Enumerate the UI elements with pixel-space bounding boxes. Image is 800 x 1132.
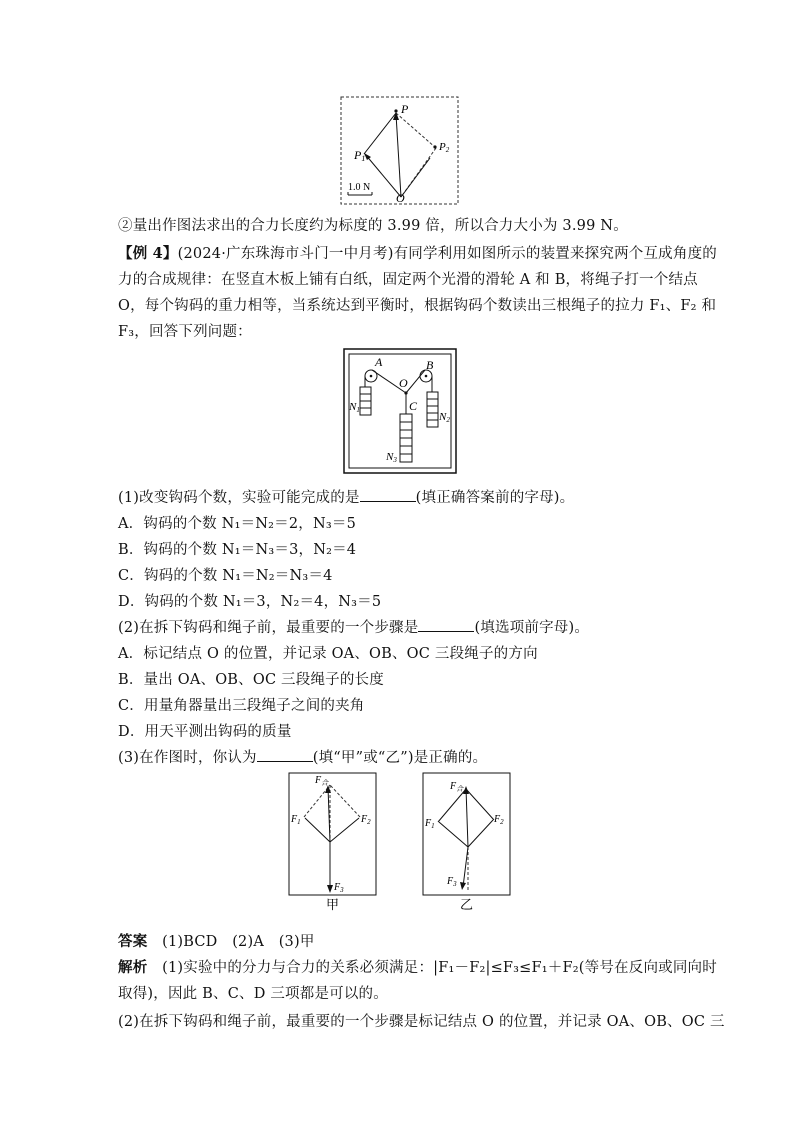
label-c: C xyxy=(409,399,418,413)
label-p1: P1 xyxy=(354,148,366,163)
question-3-stem xyxy=(118,746,487,767)
question-1-option-d: D．钩码的个数 N₁＝3，N₂＝4，N₃＝5 xyxy=(118,594,382,610)
yi-caption: 乙 xyxy=(460,897,474,912)
answer-blank-3 xyxy=(257,749,313,762)
weight-n1-4 xyxy=(360,408,371,415)
weight-n3-1 xyxy=(400,414,412,422)
label-p: P xyxy=(401,102,409,116)
yi-label-f2: $F_2$ xyxy=(494,814,504,826)
yi-arrowhead-f3 xyxy=(460,882,466,890)
label-o: O xyxy=(399,376,408,390)
answer-line xyxy=(118,930,315,951)
jia-label-f1: $F_1$ xyxy=(291,814,301,826)
weight-n2-5 xyxy=(427,420,438,427)
answer-text: (1)BCD (2)A (3)甲 xyxy=(162,934,315,950)
weight-n2-1 xyxy=(427,392,438,399)
example-intro-line1 xyxy=(118,242,717,263)
arrow-o-p xyxy=(396,114,401,197)
weight-n1-2 xyxy=(360,394,371,401)
question-1-option-a: A．钩码的个数 N₁＝N₂＝2，N₃＝5 xyxy=(118,516,357,532)
question-3-stem-b: (填“甲”或“乙”)是正确的。 xyxy=(312,750,488,766)
yi-label-f3: $F_3$ xyxy=(447,876,457,888)
pulley-apparatus-figure xyxy=(343,348,457,474)
jia-label-f3: $F_3$ xyxy=(334,882,344,894)
analysis-label: 解析 xyxy=(118,959,148,976)
pulley-b-center xyxy=(425,375,428,378)
yi-line-f2-fhe xyxy=(466,789,494,820)
yi-line-f1-fhe xyxy=(438,789,466,822)
question-1-stem-b: (填正确答案前的字母)。 xyxy=(415,490,575,506)
rope-ob xyxy=(406,370,425,393)
question-2-option-d: D．用天平测出钩码的质量 xyxy=(118,724,292,740)
line-p1-p xyxy=(364,113,396,154)
jia-label-f2: $F_2$ xyxy=(361,814,371,826)
analysis-text-1: (1)实验中的分力与合力的关系必须满足：|F₁－F₂|≤F₃≤F₁＋F₂(等号在反向或同向时 xyxy=(162,960,717,976)
label-p2: P2 xyxy=(439,141,450,154)
jia-dashed-f1-fhe xyxy=(304,785,330,817)
yi-arrow-f3 xyxy=(463,847,468,887)
answer-blank-1 xyxy=(360,489,416,502)
diagram-yi xyxy=(422,772,512,912)
analysis-line-3: (2)在拆下钩码和绳子前，最重要的一个步骤是标记结点 O 的位置，并记录 OA、OB、OC 三 xyxy=(118,1014,725,1030)
jia-label-fhe: $F_合$ xyxy=(315,775,329,787)
question-2-option-c: C．用量角器量出三段绳子之间的夹角 xyxy=(118,698,365,714)
question-3-stem-a: (3)在作图时，你认为 xyxy=(118,750,257,766)
example-tag: 【例 4】 xyxy=(118,245,178,262)
yi-arrow-f1 xyxy=(439,822,468,847)
jia-arrow-f2 xyxy=(330,818,359,842)
jia-dashed-f2-fhe xyxy=(330,785,360,817)
question-2-option-b: B．量出 OA、OB、OC 三段绳子的长度 xyxy=(118,672,384,688)
force-diagram-figure xyxy=(340,96,460,206)
question-2-stem-a: (2)在拆下钩码和绳子前，最重要的一个步骤是 xyxy=(118,620,419,636)
label-n1: N1 xyxy=(349,401,360,414)
label-n2: N2 xyxy=(439,411,450,424)
question-1-option-c: C．钩码的个数 N₁＝N₂＝N₃＝4 xyxy=(118,568,333,584)
answer-blank-2 xyxy=(418,619,474,632)
label-n3: N3 xyxy=(386,451,397,464)
question-2-stem-b: (填选项前字母)。 xyxy=(474,620,590,636)
jia-arrowhead-f3 xyxy=(327,885,333,893)
point-p2 xyxy=(433,145,436,148)
yi-label-f1: $F_1$ xyxy=(425,818,435,830)
paragraph-result: ②量出作图法求出的合力长度约为标度的 3.99 倍，所以合力大小为 3.99 N。 xyxy=(118,218,628,234)
weight-n2-4 xyxy=(427,413,438,420)
question-1-stem xyxy=(118,486,574,507)
question-2-option-a: A．标记结点 O 的位置，并记录 OA、OB、OC 三段绳子的方向 xyxy=(118,646,538,662)
analysis-line-1 xyxy=(118,956,717,977)
jia-arrow-f1 xyxy=(305,818,330,842)
example-intro-line3: O，每个钩码的重力相等，当系统达到平衡时，根据钩码个数读出三根绳子的拉力 F₁、F₂ 和 xyxy=(118,298,717,314)
example-source: (2024·广东珠海市斗门一中月考) xyxy=(177,246,394,262)
weight-n3-5 xyxy=(400,446,412,454)
arrow-o-p2 xyxy=(401,158,430,197)
dashed-line-p-p2 xyxy=(396,113,436,148)
scale-label: 1.0 N xyxy=(348,182,371,193)
label-o: O xyxy=(396,191,405,205)
weight-n1-1 xyxy=(360,387,371,394)
weight-n3-6 xyxy=(400,454,412,462)
question-1-stem-a: (1)改变钩码个数，实验可能完成的是 xyxy=(118,490,360,506)
example-intro-line4: F₃，回答下列问题： xyxy=(118,324,252,340)
analysis-line-2: 取得)，因此 B、C、D 三项都是可以的。 xyxy=(118,986,388,1002)
label-b: B xyxy=(426,358,434,372)
jia-caption: 甲 xyxy=(326,897,340,912)
weight-n3-2 xyxy=(400,422,412,430)
yi-arrowhead-fhe xyxy=(463,786,469,794)
weight-n3-4 xyxy=(400,438,412,446)
weight-n1-3 xyxy=(360,401,371,408)
example-text-1: 有同学利用如图所示的装置来探究两个互成角度的 xyxy=(393,246,717,262)
weight-n3-3 xyxy=(400,430,412,438)
weight-n2-2 xyxy=(427,399,438,406)
example-intro-line2: 力的合成规律：在竖直木板上铺有白纸，固定两个光滑的滑轮 A 和 B，将绳子打一个结点 xyxy=(118,272,698,288)
yi-label-fhe: $F_合$ xyxy=(450,781,464,793)
question-2-stem xyxy=(118,616,589,637)
label-a: A xyxy=(375,355,383,369)
point-p xyxy=(394,109,397,112)
yi-arrow-f2 xyxy=(468,820,493,847)
yi-arrow-fhe xyxy=(466,788,468,847)
question-1-option-b: B．钩码的个数 N₁＝N₃＝3，N₂＝4 xyxy=(118,542,357,558)
answer-label: 答案 xyxy=(118,933,148,950)
weight-n2-3 xyxy=(427,406,438,413)
diagram-jia xyxy=(288,772,378,912)
pulley-a-center xyxy=(370,375,373,378)
diagram-jia-frame xyxy=(289,773,376,895)
